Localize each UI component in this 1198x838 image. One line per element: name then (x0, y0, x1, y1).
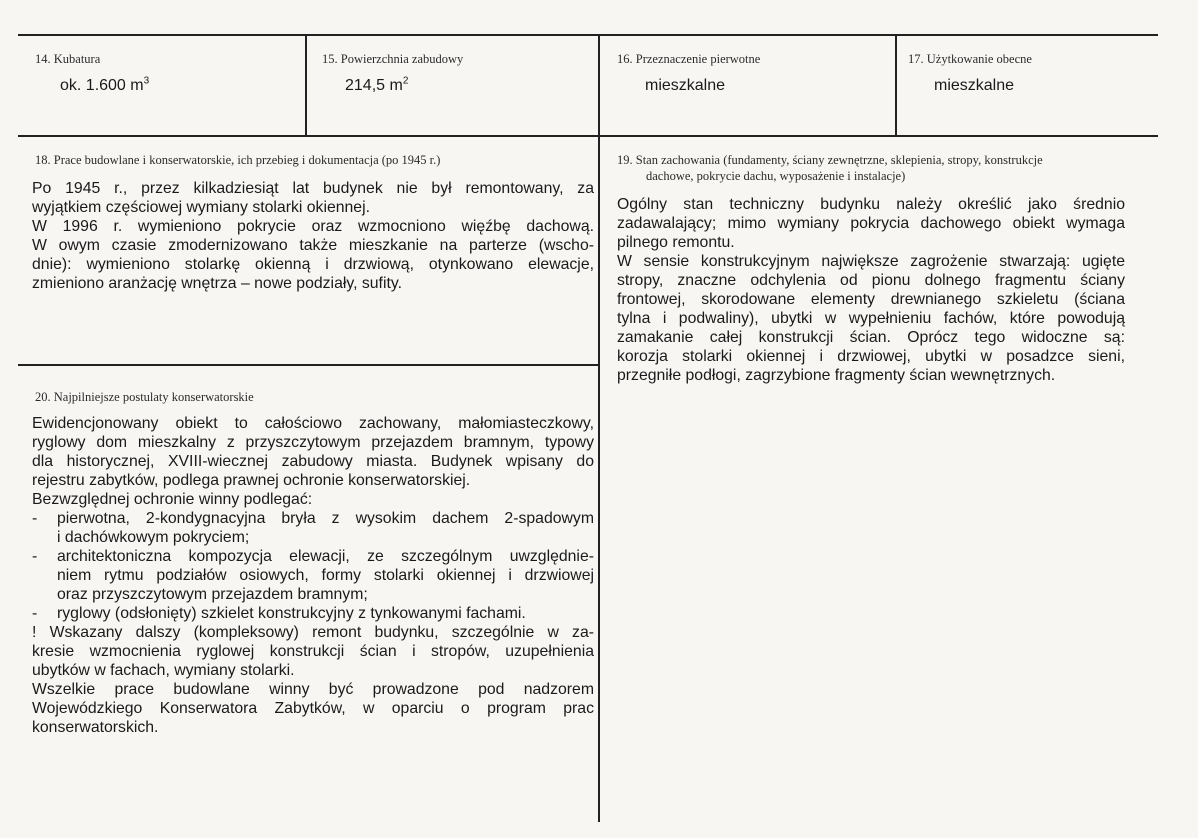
text-line: pilnego remontu. (617, 234, 735, 251)
text-line: W 1996 r. wymieniono pokrycie oraz wzmocniono więźbę dachową. (32, 218, 594, 235)
text-line: i dachówkowym pokryciem; (57, 529, 250, 546)
kubatura-value (60, 77, 149, 95)
text-line: Ogólny stan techniczny budynku należy określić jako średnio (617, 196, 1125, 213)
powierzchnia-value (345, 77, 408, 95)
prace-budowlane-text (32, 179, 594, 293)
bullet-dash: - (32, 510, 38, 527)
list-item (32, 604, 594, 623)
text-line: kresie wzmocnienia ryglowej konstrukcji ścian i stropów, uzupełnienia (32, 643, 594, 660)
postulaty-label: 20. Najpilniejsze postulaty konserwatorskie (35, 390, 254, 404)
text-line: ubytków w fachach, wymiany stolarki. (32, 662, 295, 679)
text-line: niem rytmu podziałów osiowych, formy stolarki okiennej i drzwiowej (57, 567, 594, 584)
text-line: tylna i podwaliny), ubytki w wypełnieniu fachów, które powodują (617, 310, 1125, 327)
text-line: frontowej, skorodowane elementy drewnianego szkieletu (ściana (617, 291, 1125, 308)
text-line: stropy, znaczne odchylenia od pionu dolnego fragmentu ściany (617, 272, 1125, 289)
list-item (32, 547, 594, 604)
top-rule (18, 34, 1158, 36)
powierzchnia-unit-exp: 2 (402, 75, 409, 87)
przeznaczenie-value: mieszkalne (645, 77, 726, 94)
f18-bottom-rule (18, 364, 600, 366)
stan-zachowania-label-1: 19. Stan zachowania (fundamenty, ściany zewnętrzne, sklepienia, stropy, konstrukcje (617, 153, 1043, 167)
stan-zachowania-text (617, 195, 1125, 385)
text-line: W sensie konstrukcyjnym największe zagrożenie stwarzają: ugięte (617, 253, 1125, 270)
uzytkowanie-value: mieszkalne (934, 77, 1015, 94)
text-line: zadawalający; mimo wymiany pokrycia dachowego obiekt wymaga (617, 215, 1125, 232)
stan-zachowania-label-2: dachowe, pokrycie dachu, wyposażenie i instalacje) (646, 169, 906, 183)
powierzchnia-label: 15. Powierzchnia zabudowy (322, 52, 464, 66)
text-line: przegniłe podłogi, zagrzybione fragmenty ścian wewnętrznych. (617, 367, 1056, 384)
text-line: rejestru zabytków, podlega prawnej ochronie konserwatorskiej. (32, 472, 471, 489)
text-line: korozja stolarki okiennej i drzwiowej, ubytki w posadzce sieni, (617, 348, 1125, 365)
text-line: W owym czasie zmodernizowano także mieszkanie na parterze (wscho- (32, 237, 594, 254)
text-line: Wszelkie prace budowlane winny być prowadzone pod nadzorem (32, 681, 594, 698)
przeznaczenie-label: 16. Przeznaczenie pierwotne (617, 52, 761, 66)
divider-16-17 (895, 34, 897, 136)
divider-14-15 (305, 34, 307, 136)
text-line: zmieniono aranżację wnętrza – nowe podziały, sufity. (32, 275, 402, 292)
list-item (32, 509, 594, 547)
text-line: konserwatorskich. (32, 719, 159, 736)
bullet-dash: - (32, 605, 38, 622)
text-line: ! Wskazany dalszy (kompleksowy) remont budynku, szczególnie w za- (32, 624, 594, 641)
text-line: Wojewódzkiego Konserwatora Zabytków, w oparciu o program prac (32, 700, 594, 717)
text-line: architektoniczna kompozycja elewacji, ze szczególnym uwzględnie- (57, 548, 594, 565)
text-line: pierwotna, 2-kondygnacyjna bryła z wysokim dachem 2-spadowym (57, 510, 594, 527)
text-line: Ewidencjonowany obiekt to całościowo zachowany, małomiasteczkowy, (32, 415, 594, 432)
text-line: zamakanie całej konstrukcji ścian. Oprócz tego widoczne są: (617, 329, 1125, 346)
bullet-dash: - (32, 548, 38, 565)
text-line: dnie): wymieniono stolarkę okienną i drzwiową, otynkowano elewacje, (32, 256, 594, 273)
text-line: Po 1945 r., przez kilkadziesiąt lat budynek nie był remontowany, za (32, 180, 594, 197)
kubatura-unit-exp: 3 (143, 75, 150, 87)
uzytkowanie-label: 17. Użytkowanie obecne (908, 52, 1032, 66)
prace-budowlane-label: 18. Prace budowlane i konserwatorskie, ich przebieg i dokumentacja (po 1945 r.) (35, 153, 441, 167)
divider-main (598, 34, 600, 822)
text-line: ryglowy (odsłonięty) szkielet konstrukcyjny z tynkowanymi fachami. (57, 605, 526, 622)
postulaty-text (32, 414, 594, 737)
text-line: ryglowy dom mieszkalny z przyszczytowym przejazdem bramnym, typowy (32, 434, 594, 451)
kubatura-number: ok. 1.600 m (60, 77, 144, 94)
text-line: wyjątkiem częściowej wymiany stolarki okiennej. (32, 199, 370, 216)
kubatura-label: 14. Kubatura (35, 52, 101, 66)
text-line: dla historycznej, XVIII-wiecznej zabudowy miasta. Budynek wpisany do (32, 453, 594, 470)
text-line: oraz przyszczytowym przejazdem bramnym; (57, 586, 368, 603)
row1-bottom-rule (18, 135, 1158, 137)
powierzchnia-number: 214,5 m (345, 77, 403, 94)
text-line: Bezwzględnej ochronie winny podlegać: (32, 491, 313, 508)
